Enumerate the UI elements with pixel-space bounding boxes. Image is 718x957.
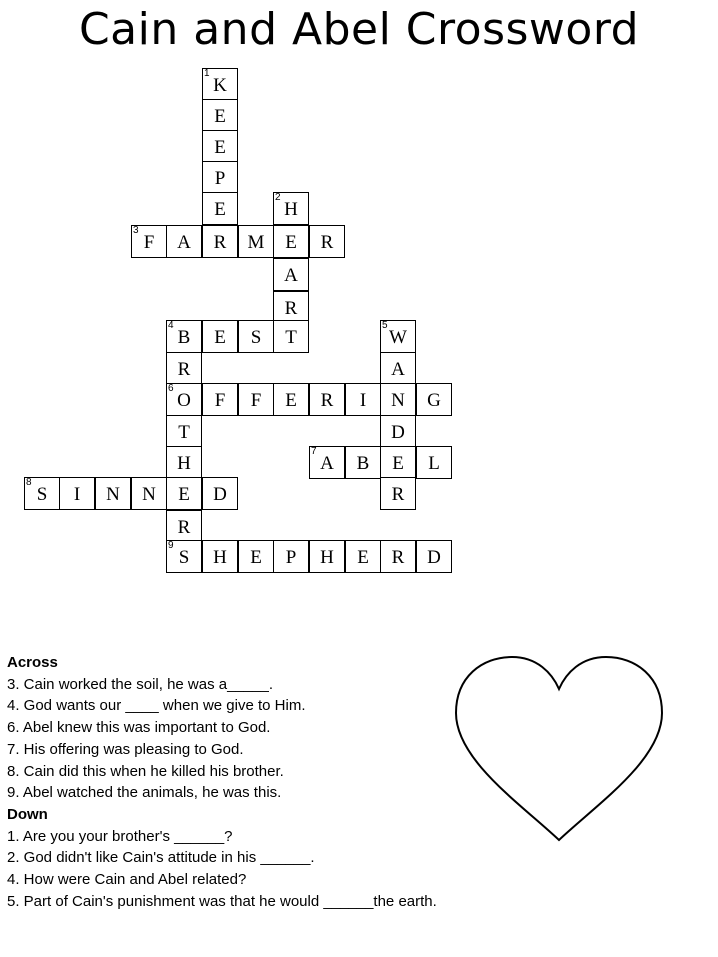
grid-cell: [238, 383, 274, 416]
grid-cell: [202, 130, 238, 163]
grid-cell: [131, 477, 167, 510]
cell-letter: A: [320, 453, 334, 474]
across-heading: Across: [7, 654, 58, 671]
grid-cell: [238, 320, 274, 353]
grid-cell: [309, 225, 345, 258]
cell-letter: R: [391, 484, 405, 505]
clues-section: [7, 652, 437, 912]
cell-letter: E: [214, 137, 226, 158]
down-clue: 1. Are you your brother's ______?: [7, 827, 233, 845]
cell-letter: R: [320, 390, 334, 411]
grid-cell: [166, 383, 202, 416]
cell-letter: G: [427, 390, 441, 411]
grid-cell: [202, 68, 238, 101]
grid-cell: [166, 352, 202, 385]
cell-letter: A: [177, 232, 191, 253]
cell-letter: N: [391, 390, 405, 411]
grid-cell: [380, 477, 416, 510]
grid-cell: [309, 540, 345, 573]
cell-letter: R: [284, 298, 298, 319]
grid-cell: [202, 540, 238, 573]
cell-letter: R: [213, 232, 227, 253]
grid-cell: [345, 540, 381, 573]
cell-letter: S: [36, 484, 48, 505]
grid-cell: [202, 225, 238, 258]
cell-letter: H: [213, 547, 227, 568]
clue-number: 6: [168, 383, 174, 394]
down-clue: 5. Part of Cain's punishment was that he would ______the earth.: [7, 892, 437, 910]
clue-number: 1: [204, 68, 210, 79]
down-clue: 4. How were Cain and Abel related?: [7, 871, 247, 889]
cell-letter: F: [214, 390, 226, 411]
grid-cell: [380, 540, 416, 573]
across-clue: 6. Abel knew this was important to God.: [7, 719, 271, 737]
grid-cell: [416, 446, 452, 479]
across-clue: 9. Abel watched the animals, he was this.: [7, 784, 282, 802]
grid-cell: [202, 161, 238, 194]
grid-cell: [238, 225, 274, 258]
cell-letter: D: [391, 422, 405, 443]
cell-letter: E: [178, 484, 190, 505]
grid-cell: [166, 446, 202, 479]
grid-cell: [166, 415, 202, 448]
grid-cell: [380, 320, 416, 353]
cell-letter: H: [320, 547, 334, 568]
down-heading: Down: [7, 805, 48, 823]
cell-letter: H: [177, 453, 191, 474]
across-clue: 3. Cain worked the soil, he was a_____.: [7, 675, 273, 693]
cell-letter: E: [214, 327, 226, 348]
grid-cell: [166, 510, 202, 543]
grid-cell: [273, 383, 309, 416]
cell-letter: T: [178, 422, 190, 443]
cell-letter: E: [285, 390, 297, 411]
grid-cell: [380, 446, 416, 479]
cell-letter: D: [427, 547, 441, 568]
cell-letter: F: [143, 232, 155, 253]
cell-letter: I: [73, 484, 81, 505]
cell-letter: F: [250, 390, 262, 411]
cell-letter: A: [391, 359, 405, 380]
grid-cell: [202, 320, 238, 353]
cell-letter: R: [177, 517, 191, 538]
grid-cell: [202, 383, 238, 416]
across-clue: 8. Cain did this when he killed his brother.: [7, 762, 284, 780]
clue-number: 2: [275, 192, 281, 203]
cell-letter: S: [178, 547, 190, 568]
grid-cell: [166, 225, 202, 258]
cell-letter: P: [214, 168, 226, 189]
clue-number: 3: [133, 225, 139, 236]
grid-cell: [24, 477, 60, 510]
across-clue: 4. God wants our ____ when we give to Him.: [7, 697, 306, 715]
cell-letter: E: [357, 547, 369, 568]
page-title: Cain and Abel Crossword: [78, 4, 640, 55]
grid-cell: [380, 415, 416, 448]
cell-letter: M: [247, 232, 265, 253]
grid-cell: [131, 225, 167, 258]
cell-letter: W: [389, 327, 407, 348]
cell-letter: D: [213, 484, 227, 505]
grid-cell: [273, 225, 309, 258]
cell-letter: E: [214, 106, 226, 127]
grid-cell: [273, 540, 309, 573]
cell-letter: K: [213, 75, 227, 96]
cell-letter: N: [106, 484, 120, 505]
cell-letter: T: [285, 327, 297, 348]
clue-number: 4: [168, 320, 174, 331]
cell-letter: E: [250, 547, 262, 568]
grid-cell: [273, 258, 309, 291]
grid-cell: [238, 540, 274, 573]
grid-cell: [273, 320, 309, 353]
grid-cell: [309, 383, 345, 416]
grid-cell: [202, 192, 238, 225]
cell-letter: S: [250, 327, 262, 348]
cell-letter: E: [214, 199, 226, 220]
grid-cell: [166, 477, 202, 510]
clue-number: 8: [26, 477, 32, 488]
grid-cell: [416, 383, 452, 416]
grid-cell: [95, 477, 131, 510]
cell-letter: E: [285, 232, 297, 253]
cell-letter: N: [142, 484, 156, 505]
grid-cell: [309, 446, 345, 479]
clue-number: 7: [311, 446, 317, 457]
cell-letter: B: [177, 327, 191, 348]
cell-letter: A: [284, 265, 298, 286]
across-clue: 7. His offering was pleasing to God.: [7, 740, 244, 758]
clue-number: 9: [168, 540, 174, 551]
grid-cell: [345, 446, 381, 479]
grid-cell: [380, 383, 416, 416]
grid-cell: [166, 320, 202, 353]
cell-letter: R: [320, 232, 334, 253]
heart-icon: [452, 655, 666, 845]
cell-letter: I: [359, 390, 367, 411]
grid-cell: [202, 99, 238, 132]
cell-letter: O: [177, 390, 191, 411]
cell-letter: L: [428, 453, 440, 474]
grid-cell: [273, 192, 309, 225]
grid-cell: [380, 352, 416, 385]
clue-number: 5: [382, 320, 388, 331]
cell-letter: P: [285, 547, 297, 568]
cell-letter: E: [392, 453, 404, 474]
cell-letter: R: [177, 359, 191, 380]
cell-letter: R: [391, 547, 405, 568]
grid-cell: [345, 383, 381, 416]
cell-letter: B: [356, 453, 370, 474]
down-clue: 2. God didn't like Cain's attitude in his ______.: [7, 849, 315, 867]
cell-letter: H: [284, 199, 298, 220]
grid-cell: [202, 477, 238, 510]
grid-cell: [166, 540, 202, 573]
grid-cell: [59, 477, 95, 510]
grid-cell: [416, 540, 452, 573]
